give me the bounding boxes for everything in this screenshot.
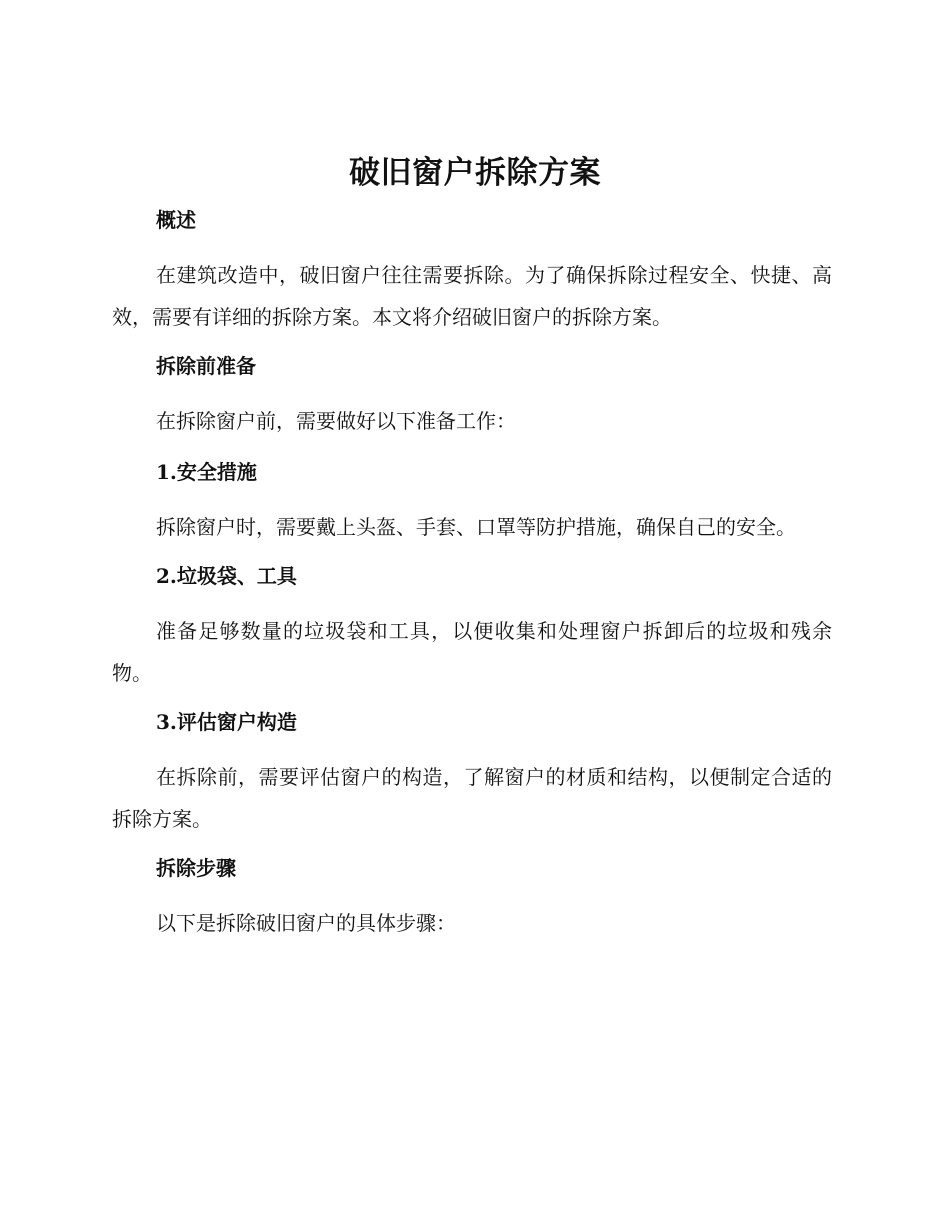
section-heading-preparation: 拆除前准备: [156, 354, 256, 378]
paragraph-safety-measures: 拆除窗户时，需要戴上头盔、手套、口罩等防护措施，确保自己的安全。: [156, 515, 796, 539]
paragraph-assess-structure: 在拆除前，需要评估窗户的构造，了解窗户的材质和结构，以便制定合适的拆除方案。: [112, 765, 832, 831]
subheading-bags-tools: 2.垃圾袋、工具: [156, 564, 297, 588]
section-heading-overview: 概述: [156, 208, 196, 232]
document-body: [112, 202, 832, 956]
paragraph-overview: 在建筑改造中，破旧窗户往往需要拆除。为了确保拆除过程安全、快捷、高效，需要有详细的拆除方案。本文将介绍破旧窗户的拆除方案。: [112, 263, 832, 329]
subheading-assess-structure: 3.评估窗户构造: [156, 710, 297, 734]
section-heading-steps: 拆除步骤: [156, 856, 236, 880]
paragraph-steps: 以下是拆除破旧窗户的具体步骤：: [156, 911, 456, 935]
paragraph-bags-tools: 准备足够数量的垃圾袋和工具，以便收集和处理窗户拆卸后的垃圾和残余物。: [112, 619, 832, 685]
subheading-safety-measures: 1.安全措施: [156, 460, 257, 484]
paragraph-preparation: 在拆除窗户前，需要做好以下准备工作：: [156, 409, 516, 433]
document-title: 破旧窗户拆除方案: [349, 155, 601, 191]
